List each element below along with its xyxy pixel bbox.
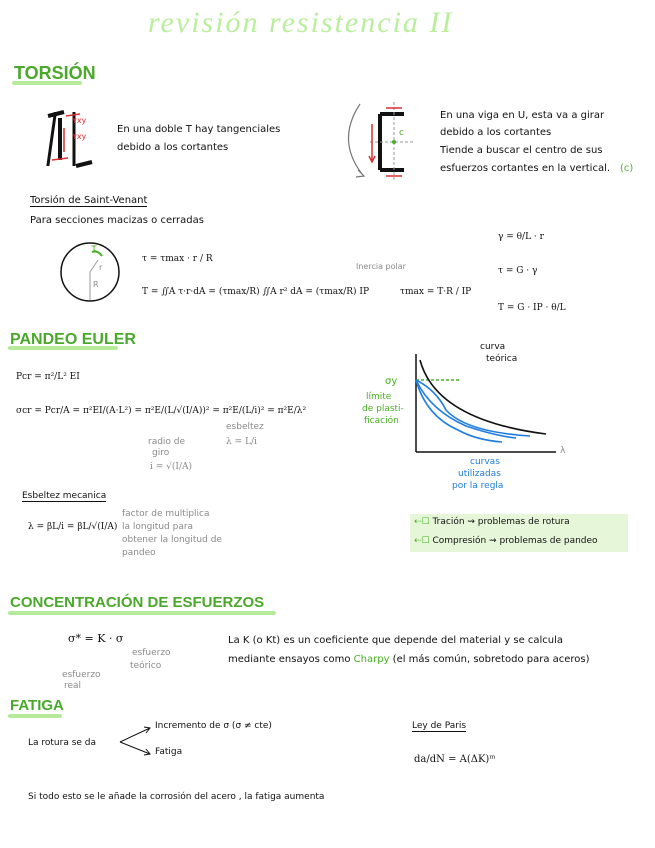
eq-T: T = ∬A τ·r·dA = (τmax/R) ∬A r² dA = (τmax/R) IP — [142, 287, 370, 297]
factor-text-4: pandeo — [122, 548, 156, 558]
doble-t-text-1: En una doble T hay tangenciales — [117, 124, 281, 135]
esbeltez-note: esbeltez — [226, 422, 264, 432]
double-t-beam-diagram — [40, 108, 100, 170]
u-beam-diagram — [340, 100, 420, 180]
eq-lambda: λ = βL/i = βL/√(I/A) — [28, 522, 118, 532]
viga-u-text-4: esfuerzos cortantes en la vertical. — [440, 163, 611, 174]
circle-tau-label: τ — [91, 243, 98, 254]
eq-sigma-cr: σcr = Pcr/A = π²EI/(A·L²) = π²E/(L/√(I/A))² = π²E/(L/i)² = π²E/λ² — [16, 406, 307, 416]
concentracion-text-2b: (el más común, sobretodo para aceros) — [392, 654, 590, 665]
section-fatiga: FATIGA — [10, 697, 64, 714]
paris-eq: da/dN = A(ΔK)ᵐ — [414, 754, 496, 765]
radio-giro-1: radio de — [148, 437, 186, 447]
viga-u-c-label: (c) — [620, 163, 634, 174]
charpy-label: Charpy — [353, 654, 390, 665]
inercia-polar-note: Inercia polar — [356, 262, 406, 271]
esfuerzo-real-2: real — [64, 681, 82, 691]
eq-tau-g: τ = G · γ — [498, 266, 538, 276]
section-torsion: TORSIÓN — [14, 63, 96, 83]
ley-paris-title: Ley de Paris — [412, 721, 467, 731]
curvas-utilizadas-1: curvas — [470, 457, 500, 467]
traccion-text: Tración ⇝ problemas de rotura — [432, 517, 570, 527]
sigma-y-label: σy — [385, 376, 398, 387]
tau-xy-label: τxy — [72, 116, 87, 125]
buckling-curve-graph — [406, 350, 566, 460]
eq-gamma: γ = θ/L · r — [498, 232, 544, 242]
esbeltez-mecanica-title: Esbeltez mecanica — [22, 491, 107, 501]
incremento-text: Incremento de σ (σ ≠ cte) — [155, 721, 272, 731]
esfuerzo-teorico-1: esfuerzo — [132, 648, 171, 658]
curva-teorica-2: teórica — [486, 354, 518, 364]
viga-u-text-3: Tiende a buscar el centro de sus — [440, 145, 603, 156]
final-text: Si todo esto se le añade la corrosión del acero , la fatiga aumenta — [28, 792, 325, 802]
radio-giro-2: giro — [152, 448, 170, 458]
compresion-text: Compresión ⇝ problemas de pandeo — [432, 536, 598, 546]
curva-teorica-1: curva — [480, 342, 506, 352]
traccion-note: ⇠☐ Tración ⇝ problemas de rotura — [414, 517, 570, 527]
esbeltez-eq: λ = L/i — [226, 437, 257, 447]
compresion-note: ⇠☐ Compresión ⇝ problemas de pandeo — [414, 536, 598, 546]
circle-R-label: R — [93, 280, 99, 289]
eq-pcr: Pcr = π²/L² EI — [16, 372, 80, 382]
doble-t-text-2: debido a los cortantes — [117, 142, 229, 153]
circle-r-label: r — [99, 263, 103, 272]
concentracion-text-2a: mediante ensayos como — [228, 654, 351, 665]
rotura-text: La rotura se da — [28, 738, 97, 748]
saint-venant-title: Torsión de Saint-Venant — [30, 195, 148, 206]
limite-label-3: ficación — [364, 416, 399, 426]
page-title: revisión resistencia II — [148, 6, 454, 39]
section-highlight — [8, 611, 276, 615]
esfuerzo-real-1: esfuerzo — [62, 670, 101, 680]
viga-u-text-1: En una viga en U, esta va a girar — [440, 110, 605, 121]
radio-giro-eq: i = √(I/A) — [150, 462, 192, 472]
section-concentracion: CONCENTRACIÓN DE ESFUERZOS — [10, 594, 265, 611]
concentracion-text-1: La K (o Kt) es un coeficiente que depende del material y se calcula — [228, 635, 564, 646]
saint-venant-subtitle: Para secciones macizas o cerradas — [30, 215, 204, 226]
graph-x-axis-label: λ — [560, 446, 566, 456]
curvas-utilizadas-2: utilizadas — [458, 469, 501, 479]
concentracion-text-2 — [228, 654, 590, 665]
factor-text-3: obtener la longitud de — [122, 535, 222, 545]
fatiga-text: Fatiga — [155, 747, 183, 757]
section-pandeo: PANDEO EULER — [10, 331, 136, 348]
tau-xy-label-2: τxy — [72, 132, 87, 141]
viga-u-text-2: debido a los cortantes — [440, 127, 552, 138]
factor-text-1: factor de multiplica — [122, 509, 210, 519]
limite-label-1: límite — [366, 392, 392, 402]
eq-concentracion: σ* = K · σ — [68, 632, 124, 645]
section-highlight — [8, 714, 62, 718]
curvas-utilizadas-3: por la regla — [452, 481, 504, 491]
shear-center-label: c — [399, 128, 404, 138]
eq-tmax: τmax = T·R / IP — [400, 287, 472, 297]
esfuerzo-teorico-2: teórico — [130, 661, 162, 671]
factor-text-2: la longitud para — [122, 522, 194, 532]
eq-tau: τ = τmax · r / R — [142, 254, 213, 264]
eq-T-g: T = G · IP · θ/L — [498, 303, 566, 313]
branch-arrows — [118, 724, 154, 758]
limite-label-2: de plasti- — [362, 404, 404, 414]
